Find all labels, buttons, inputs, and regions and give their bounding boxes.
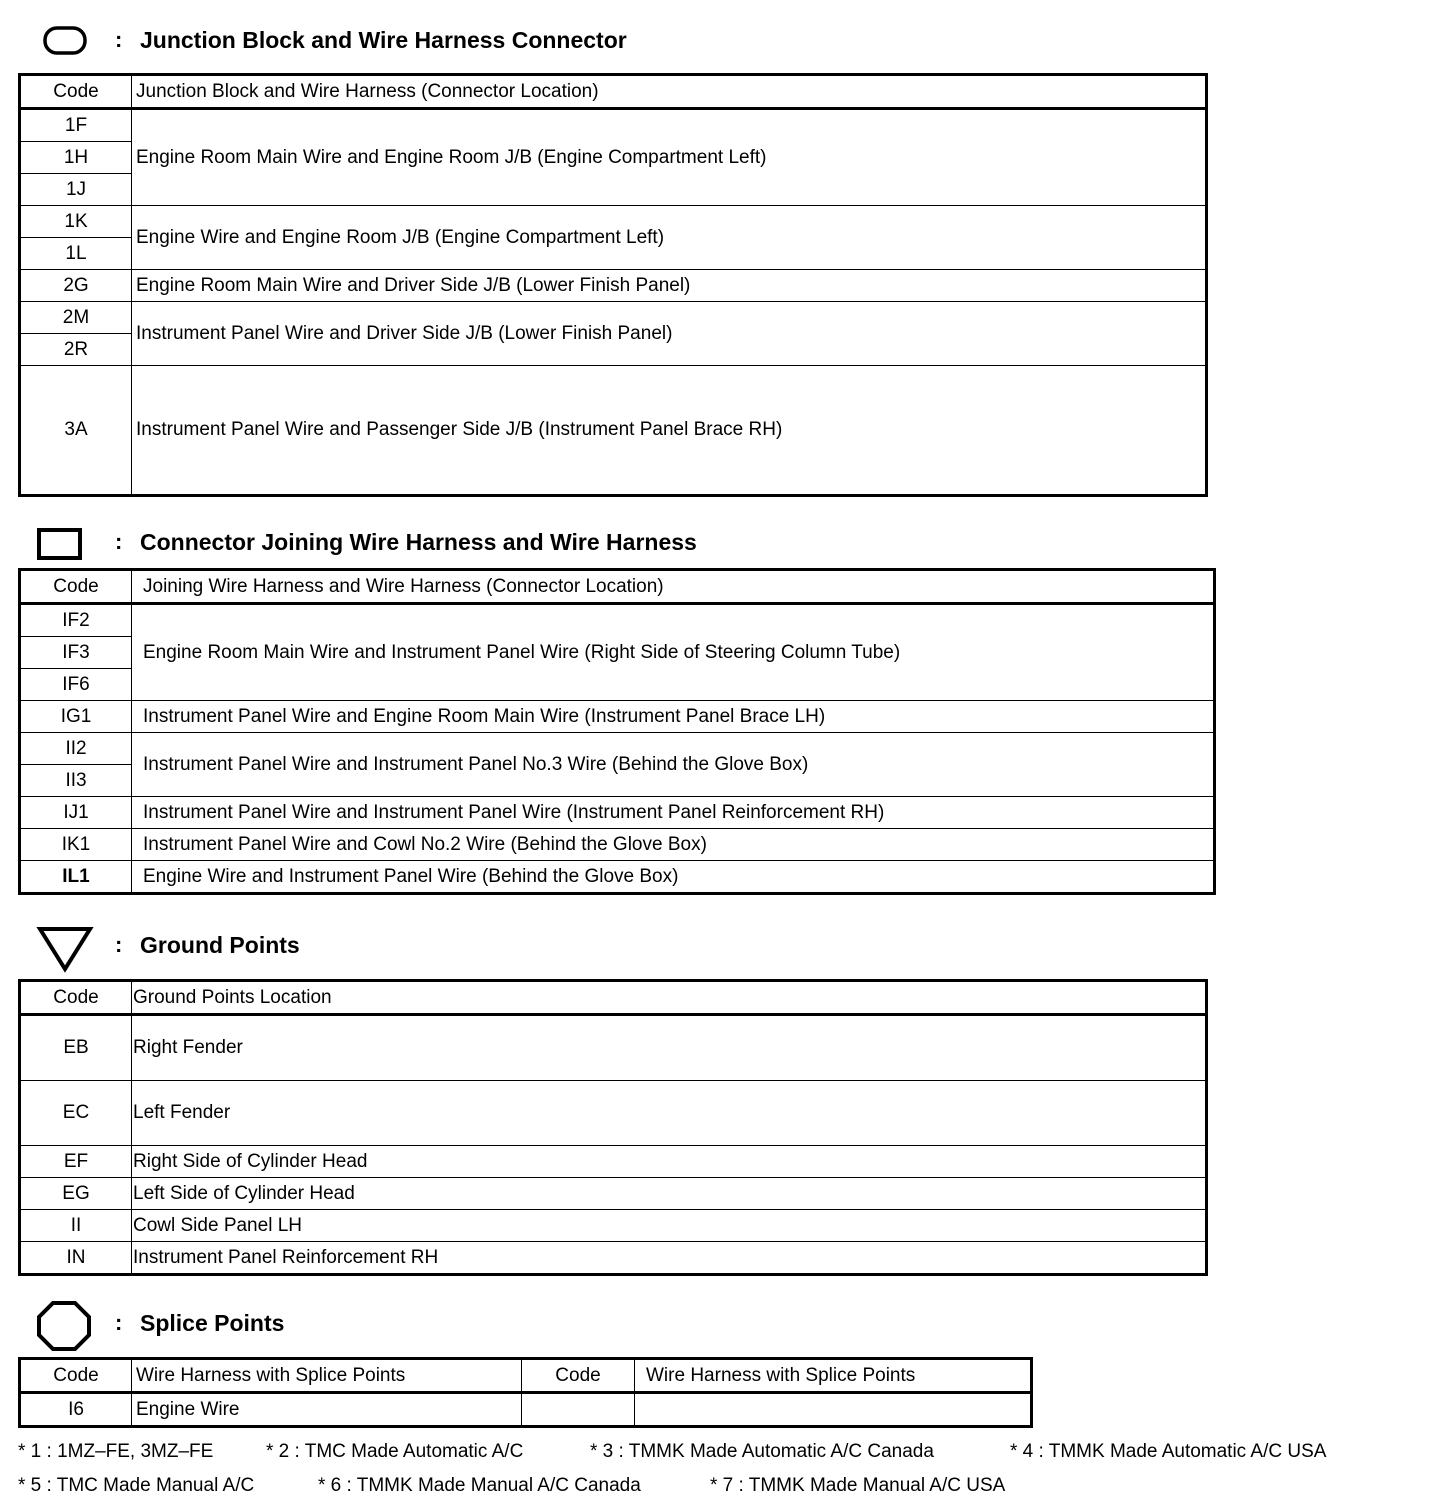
code-cell: IK1 <box>20 829 132 861</box>
code-header: Code <box>20 75 132 109</box>
code-cell: 2G <box>20 270 132 302</box>
code-cell: IN <box>20 1242 132 1275</box>
code-cell: IF2 <box>20 604 132 637</box>
code-header: Code <box>20 981 132 1015</box>
desc-cell: Instrument Panel Wire and Driver Side J/B (Lower Finish Panel) <box>132 302 1207 366</box>
colon: : <box>115 529 123 554</box>
desc-cell: Instrument Panel Wire and Engine Room Main Wire (Instrument Panel Brace LH) <box>132 701 1215 733</box>
code-cell: EB <box>20 1015 132 1081</box>
splice-points-table <box>18 1357 1033 1428</box>
table-row <box>20 861 1215 894</box>
desc-cell: Instrument Panel Wire and Cowl No.2 Wire (Behind the Glove Box) <box>132 829 1215 861</box>
code-cell: IF6 <box>20 669 132 701</box>
desc-cell: Engine Room Main Wire and Engine Room J/B (Engine Compartment Left) <box>132 109 1207 206</box>
code-cell: 1F <box>20 109 132 142</box>
desc-cell: Engine Wire and Engine Room J/B (Engine Compartment Left) <box>132 206 1207 270</box>
desc-cell: Cowl Side Panel LH <box>132 1210 1207 1242</box>
section-title: Junction Block and Wire Harness Connector <box>140 26 627 53</box>
desc-cell: Instrument Panel Wire and Passenger Side J/B (Instrument Panel Brace RH) <box>132 366 1207 496</box>
desc-header: Wire Harness with Splice Points <box>132 1359 522 1393</box>
code-cell: EC <box>20 1081 132 1146</box>
table-row <box>20 302 1207 334</box>
code-cell: EF <box>20 1146 132 1178</box>
code-cell: II <box>20 1210 132 1242</box>
octagon-icon <box>36 1300 92 1352</box>
code-cell <box>522 1393 635 1427</box>
desc-header: Ground Points Location <box>132 981 1207 1015</box>
footnote: * 1 : 1MZ–FE, 3MZ–FE <box>18 1441 214 1462</box>
desc-cell: Instrument Panel Wire and Instrument Panel No.3 Wire (Behind the Glove Box) <box>132 733 1215 797</box>
code-cell: II3 <box>20 765 132 797</box>
table-row <box>20 797 1215 829</box>
footnote: * 4 : TMMK Made Automatic A/C USA <box>1010 1441 1327 1462</box>
rounded-rect-icon <box>43 26 87 56</box>
table-row <box>20 1146 1207 1178</box>
table-row <box>20 1178 1207 1210</box>
junction-block-table <box>18 73 1208 497</box>
square-icon <box>37 528 83 562</box>
table-row <box>20 366 1207 496</box>
desc-cell: Engine Wire <box>132 1393 522 1427</box>
code-cell: 1H <box>20 142 132 174</box>
code-cell: EG <box>20 1178 132 1210</box>
colon: : <box>115 1310 123 1335</box>
section-title: Ground Points <box>140 931 300 958</box>
triangle-down-icon <box>36 925 94 975</box>
footnote: * 6 : TMMK Made Manual A/C Canada <box>318 1475 641 1496</box>
code-header: Code <box>20 1359 132 1393</box>
table-row <box>20 1242 1207 1275</box>
code-cell: IF3 <box>20 637 132 669</box>
desc-cell <box>635 1393 1032 1427</box>
desc-cell: Left Fender <box>132 1081 1207 1146</box>
footnote: * 3 : TMMK Made Automatic A/C Canada <box>590 1441 934 1462</box>
table-header-row <box>20 75 1207 109</box>
connector-table <box>18 568 1216 895</box>
desc-cell: Right Side of Cylinder Head <box>132 1146 1207 1178</box>
desc-cell: Instrument Panel Reinforcement RH <box>132 1242 1207 1275</box>
code-cell: II2 <box>20 733 132 765</box>
table-row <box>20 604 1215 637</box>
table-row <box>20 1210 1207 1242</box>
table-row <box>20 829 1215 861</box>
code-cell: 2M <box>20 302 132 334</box>
desc-cell: Engine Room Main Wire and Instrument Panel Wire (Right Side of Steering Column Tube) <box>132 604 1215 701</box>
code-header: Code <box>522 1359 635 1393</box>
code-cell: IG1 <box>20 701 132 733</box>
table-row <box>20 206 1207 238</box>
code-cell: IJ1 <box>20 797 132 829</box>
section-title: Splice Points <box>140 1309 285 1336</box>
colon: : <box>115 27 123 52</box>
section-title: Connector Joining Wire Harness and Wire Harness <box>140 528 697 555</box>
code-cell: 1J <box>20 174 132 206</box>
table-row <box>20 1081 1207 1146</box>
desc-cell: Engine Room Main Wire and Driver Side J/B (Lower Finish Panel) <box>132 270 1207 302</box>
colon: : <box>115 932 123 957</box>
table-row <box>20 1393 1032 1427</box>
table-header-row <box>20 570 1215 604</box>
table-row <box>20 733 1215 765</box>
table-header-row <box>20 981 1207 1015</box>
table-row <box>20 109 1207 142</box>
desc-cell: Engine Wire and Instrument Panel Wire (Behind the Glove Box) <box>132 861 1215 894</box>
desc-header: Joining Wire Harness and Wire Harness (Connector Location) <box>132 570 1215 604</box>
code-header: Code <box>20 570 132 604</box>
desc-header: Junction Block and Wire Harness (Connector Location) <box>132 75 1207 109</box>
code-cell: 1K <box>20 206 132 238</box>
ground-points-table <box>18 979 1208 1276</box>
footnote: * 2 : TMC Made Automatic A/C <box>266 1441 524 1462</box>
code-cell: 2R <box>20 334 132 366</box>
desc-cell: Left Side of Cylinder Head <box>132 1178 1207 1210</box>
table-row <box>20 270 1207 302</box>
code-cell: IL1 <box>20 861 132 894</box>
desc-cell: Right Fender <box>132 1015 1207 1081</box>
code-cell: I6 <box>20 1393 132 1427</box>
footnote: * 7 : TMMK Made Manual A/C USA <box>710 1475 1006 1496</box>
footnote: * 5 : TMC Made Manual A/C <box>18 1475 255 1496</box>
table-header-row <box>20 1359 1032 1393</box>
table-row <box>20 1015 1207 1081</box>
code-cell: 1L <box>20 238 132 270</box>
table-row <box>20 701 1215 733</box>
desc-cell: Instrument Panel Wire and Instrument Panel Wire (Instrument Panel Reinforcement RH) <box>132 797 1215 829</box>
code-cell: 3A <box>20 366 132 496</box>
desc-header: Wire Harness with Splice Points <box>635 1359 1032 1393</box>
